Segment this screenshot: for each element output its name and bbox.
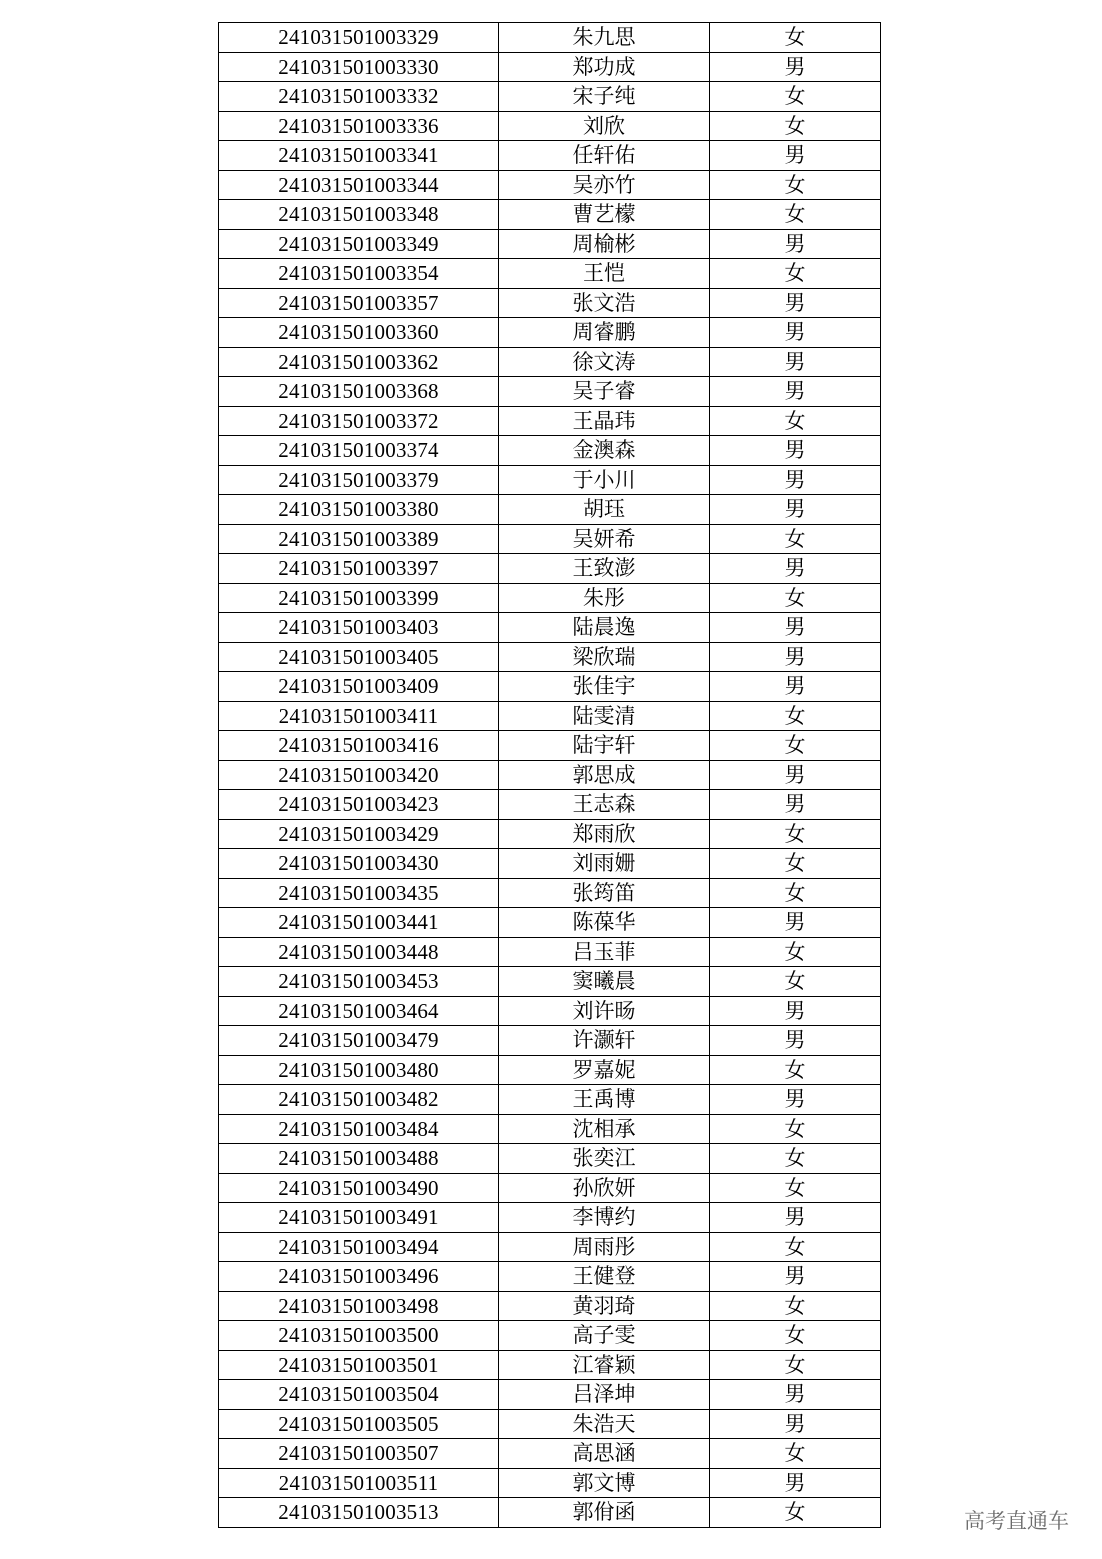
table-row [219,1173,881,1203]
table-row [219,377,881,407]
table-row [219,1498,881,1528]
student-gender-cell: 女 [710,1498,881,1528]
student-id-cell: 241031501003448 [219,937,499,967]
table-row [219,731,881,761]
student-id-cell: 241031501003513 [219,1498,499,1528]
student-id-cell: 241031501003349 [219,229,499,259]
table-row [219,495,881,525]
student-name-cell: 吕玉菲 [499,937,710,967]
student-name-cell: 金澳森 [499,436,710,466]
student-id-cell: 241031501003504 [219,1380,499,1410]
student-gender-cell: 女 [710,583,881,613]
student-id-cell: 241031501003354 [219,259,499,289]
student-id-cell: 241031501003357 [219,288,499,318]
table-row [219,1291,881,1321]
table-row [219,642,881,672]
student-name-cell: 陆晨逸 [499,613,710,643]
student-name-cell: 许灏轩 [499,1026,710,1056]
student-name-cell: 陆宇轩 [499,731,710,761]
student-name-cell: 朱九思 [499,23,710,53]
student-id-cell: 241031501003507 [219,1439,499,1469]
student-gender-cell: 女 [710,1350,881,1380]
student-id-cell: 241031501003453 [219,967,499,997]
student-id-cell: 241031501003389 [219,524,499,554]
student-name-cell: 郭佾函 [499,1498,710,1528]
student-gender-cell: 女 [710,1173,881,1203]
student-id-cell: 241031501003511 [219,1468,499,1498]
student-id-cell: 241031501003491 [219,1203,499,1233]
student-name-cell: 曹艺檬 [499,200,710,230]
student-gender-cell: 女 [710,1055,881,1085]
student-id-cell: 241031501003420 [219,760,499,790]
student-id-cell: 241031501003441 [219,908,499,938]
student-id-cell: 241031501003416 [219,731,499,761]
student-name-cell: 郑雨欣 [499,819,710,849]
student-name-cell: 高思涵 [499,1439,710,1469]
student-name-cell: 郭思成 [499,760,710,790]
table-row [219,347,881,377]
student-id-cell: 241031501003479 [219,1026,499,1056]
student-gender-cell: 女 [710,1439,881,1469]
student-gender-cell: 女 [710,1114,881,1144]
student-name-cell: 周榆彬 [499,229,710,259]
table-row [219,465,881,495]
table-row [219,672,881,702]
student-name-cell: 吴亦竹 [499,170,710,200]
table-row [219,1350,881,1380]
student-name-cell: 陆雯清 [499,701,710,731]
student-gender-cell: 女 [710,259,881,289]
student-gender-cell: 男 [710,465,881,495]
student-name-cell: 高子雯 [499,1321,710,1351]
student-id-cell: 241031501003397 [219,554,499,584]
student-name-cell: 张奕江 [499,1144,710,1174]
student-id-cell: 241031501003496 [219,1262,499,1292]
table-row [219,1468,881,1498]
student-name-cell: 宋子纯 [499,82,710,112]
table-row [219,1144,881,1174]
student-name-cell: 孙欣妍 [499,1173,710,1203]
student-gender-cell: 男 [710,347,881,377]
student-gender-cell: 男 [710,1085,881,1115]
student-gender-cell: 女 [710,849,881,879]
student-gender-cell: 男 [710,1468,881,1498]
student-gender-cell: 男 [710,1026,881,1056]
table-row [219,760,881,790]
student-name-cell: 王志森 [499,790,710,820]
student-list-table [218,22,881,1528]
student-name-cell: 郭文博 [499,1468,710,1498]
student-id-cell: 241031501003329 [219,23,499,53]
student-id-cell: 241031501003374 [219,436,499,466]
student-id-cell: 241031501003368 [219,377,499,407]
student-name-cell: 吴妍希 [499,524,710,554]
student-name-cell: 于小川 [499,465,710,495]
student-gender-cell: 女 [710,1321,881,1351]
student-gender-cell: 女 [710,111,881,141]
student-name-cell: 张文浩 [499,288,710,318]
student-name-cell: 黄羽琦 [499,1291,710,1321]
student-id-cell: 241031501003435 [219,878,499,908]
student-id-cell: 241031501003360 [219,318,499,348]
student-name-cell: 窦曦晨 [499,967,710,997]
table-row [219,524,881,554]
student-id-cell: 241031501003409 [219,672,499,702]
student-name-cell: 任轩佑 [499,141,710,171]
student-id-cell: 241031501003464 [219,996,499,1026]
table-row [219,436,881,466]
table-row [219,908,881,938]
student-gender-cell: 男 [710,495,881,525]
student-id-cell: 241031501003501 [219,1350,499,1380]
student-name-cell: 张佳宇 [499,672,710,702]
student-id-cell: 241031501003336 [219,111,499,141]
student-gender-cell: 男 [710,1409,881,1439]
student-gender-cell: 女 [710,524,881,554]
student-gender-cell: 女 [710,937,881,967]
student-id-cell: 241031501003332 [219,82,499,112]
student-id-cell: 241031501003430 [219,849,499,879]
student-gender-cell: 男 [710,613,881,643]
student-id-cell: 241031501003423 [219,790,499,820]
student-gender-cell: 女 [710,1232,881,1262]
student-gender-cell: 男 [710,288,881,318]
table-row [219,1085,881,1115]
student-name-cell: 朱浩天 [499,1409,710,1439]
table-row [219,259,881,289]
student-gender-cell: 女 [710,1291,881,1321]
table-row [219,878,881,908]
table-row [219,790,881,820]
student-gender-cell: 男 [710,141,881,171]
student-gender-cell: 男 [710,760,881,790]
table-row [219,229,881,259]
student-gender-cell: 女 [710,731,881,761]
student-gender-cell: 女 [710,200,881,230]
table-row [219,288,881,318]
student-name-cell: 王禹博 [499,1085,710,1115]
student-gender-cell: 男 [710,377,881,407]
student-id-cell: 241031501003341 [219,141,499,171]
table-row [219,1409,881,1439]
student-gender-cell: 女 [710,878,881,908]
student-name-cell: 刘欣 [499,111,710,141]
student-name-cell: 罗嘉妮 [499,1055,710,1085]
table-row [219,701,881,731]
table-row [219,200,881,230]
student-name-cell: 吴子睿 [499,377,710,407]
table-row [219,937,881,967]
student-name-cell: 朱彤 [499,583,710,613]
watermark: 高考直通车 [964,1509,1069,1533]
table-row [219,141,881,171]
student-id-cell: 241031501003411 [219,701,499,731]
table-row [219,1262,881,1292]
student-name-cell: 胡珏 [499,495,710,525]
student-gender-cell: 女 [710,967,881,997]
student-id-cell: 241031501003498 [219,1291,499,1321]
student-name-cell: 李博约 [499,1203,710,1233]
student-gender-cell: 男 [710,52,881,82]
table-row [219,170,881,200]
table-row [219,23,881,53]
table-row [219,82,881,112]
student-gender-cell: 男 [710,790,881,820]
student-gender-cell: 女 [710,170,881,200]
table-row [219,819,881,849]
table-row [219,996,881,1026]
student-id-cell: 241031501003362 [219,347,499,377]
student-gender-cell: 男 [710,554,881,584]
student-gender-cell: 男 [710,318,881,348]
student-id-cell: 241031501003372 [219,406,499,436]
student-gender-cell: 男 [710,996,881,1026]
student-gender-cell: 男 [710,642,881,672]
student-id-cell: 241031501003399 [219,583,499,613]
student-id-cell: 241031501003403 [219,613,499,643]
student-gender-cell: 男 [710,908,881,938]
student-id-cell: 241031501003494 [219,1232,499,1262]
student-gender-cell: 男 [710,1203,881,1233]
table-row [219,111,881,141]
table-row [219,583,881,613]
table-row [219,849,881,879]
student-id-cell: 241031501003488 [219,1144,499,1174]
student-gender-cell: 女 [710,82,881,112]
table-row [219,1439,881,1469]
student-name-cell: 梁欣瑞 [499,642,710,672]
student-id-cell: 241031501003379 [219,465,499,495]
table-row [219,318,881,348]
student-name-cell: 周睿鹏 [499,318,710,348]
student-name-cell: 江睿颖 [499,1350,710,1380]
student-name-cell: 徐文涛 [499,347,710,377]
table-row [219,1321,881,1351]
student-id-cell: 241031501003380 [219,495,499,525]
student-gender-cell: 女 [710,406,881,436]
student-name-cell: 沈相承 [499,1114,710,1144]
student-gender-cell: 男 [710,229,881,259]
table-row [219,1055,881,1085]
table-body [219,23,881,1528]
student-gender-cell: 女 [710,701,881,731]
table-row [219,1232,881,1262]
table-row [219,1380,881,1410]
student-gender-cell: 女 [710,23,881,53]
student-name-cell: 刘许旸 [499,996,710,1026]
student-name-cell: 陈葆华 [499,908,710,938]
student-name-cell: 王健登 [499,1262,710,1292]
table-row [219,554,881,584]
student-name-cell: 郑功成 [499,52,710,82]
student-name-cell: 王致澎 [499,554,710,584]
student-id-cell: 241031501003330 [219,52,499,82]
student-id-cell: 241031501003344 [219,170,499,200]
table-row [219,967,881,997]
student-name-cell: 王恺 [499,259,710,289]
student-gender-cell: 男 [710,672,881,702]
student-name-cell: 张筠笛 [499,878,710,908]
table-row [219,406,881,436]
table-row [219,1026,881,1056]
student-id-cell: 241031501003480 [219,1055,499,1085]
student-gender-cell: 男 [710,436,881,466]
table-row [219,52,881,82]
table-row [219,1203,881,1233]
student-name-cell: 吕泽坤 [499,1380,710,1410]
student-gender-cell: 男 [710,1380,881,1410]
table-row [219,1114,881,1144]
student-name-cell: 刘雨姗 [499,849,710,879]
student-id-cell: 241031501003348 [219,200,499,230]
student-gender-cell: 男 [710,1262,881,1292]
student-name-cell: 王晶玮 [499,406,710,436]
student-id-cell: 241031501003429 [219,819,499,849]
table-row [219,613,881,643]
student-gender-cell: 女 [710,1144,881,1174]
student-id-cell: 241031501003484 [219,1114,499,1144]
student-id-cell: 241031501003500 [219,1321,499,1351]
student-id-cell: 241031501003490 [219,1173,499,1203]
student-id-cell: 241031501003405 [219,642,499,672]
student-gender-cell: 女 [710,819,881,849]
student-id-cell: 241031501003482 [219,1085,499,1115]
student-id-cell: 241031501003505 [219,1409,499,1439]
student-name-cell: 周雨彤 [499,1232,710,1262]
